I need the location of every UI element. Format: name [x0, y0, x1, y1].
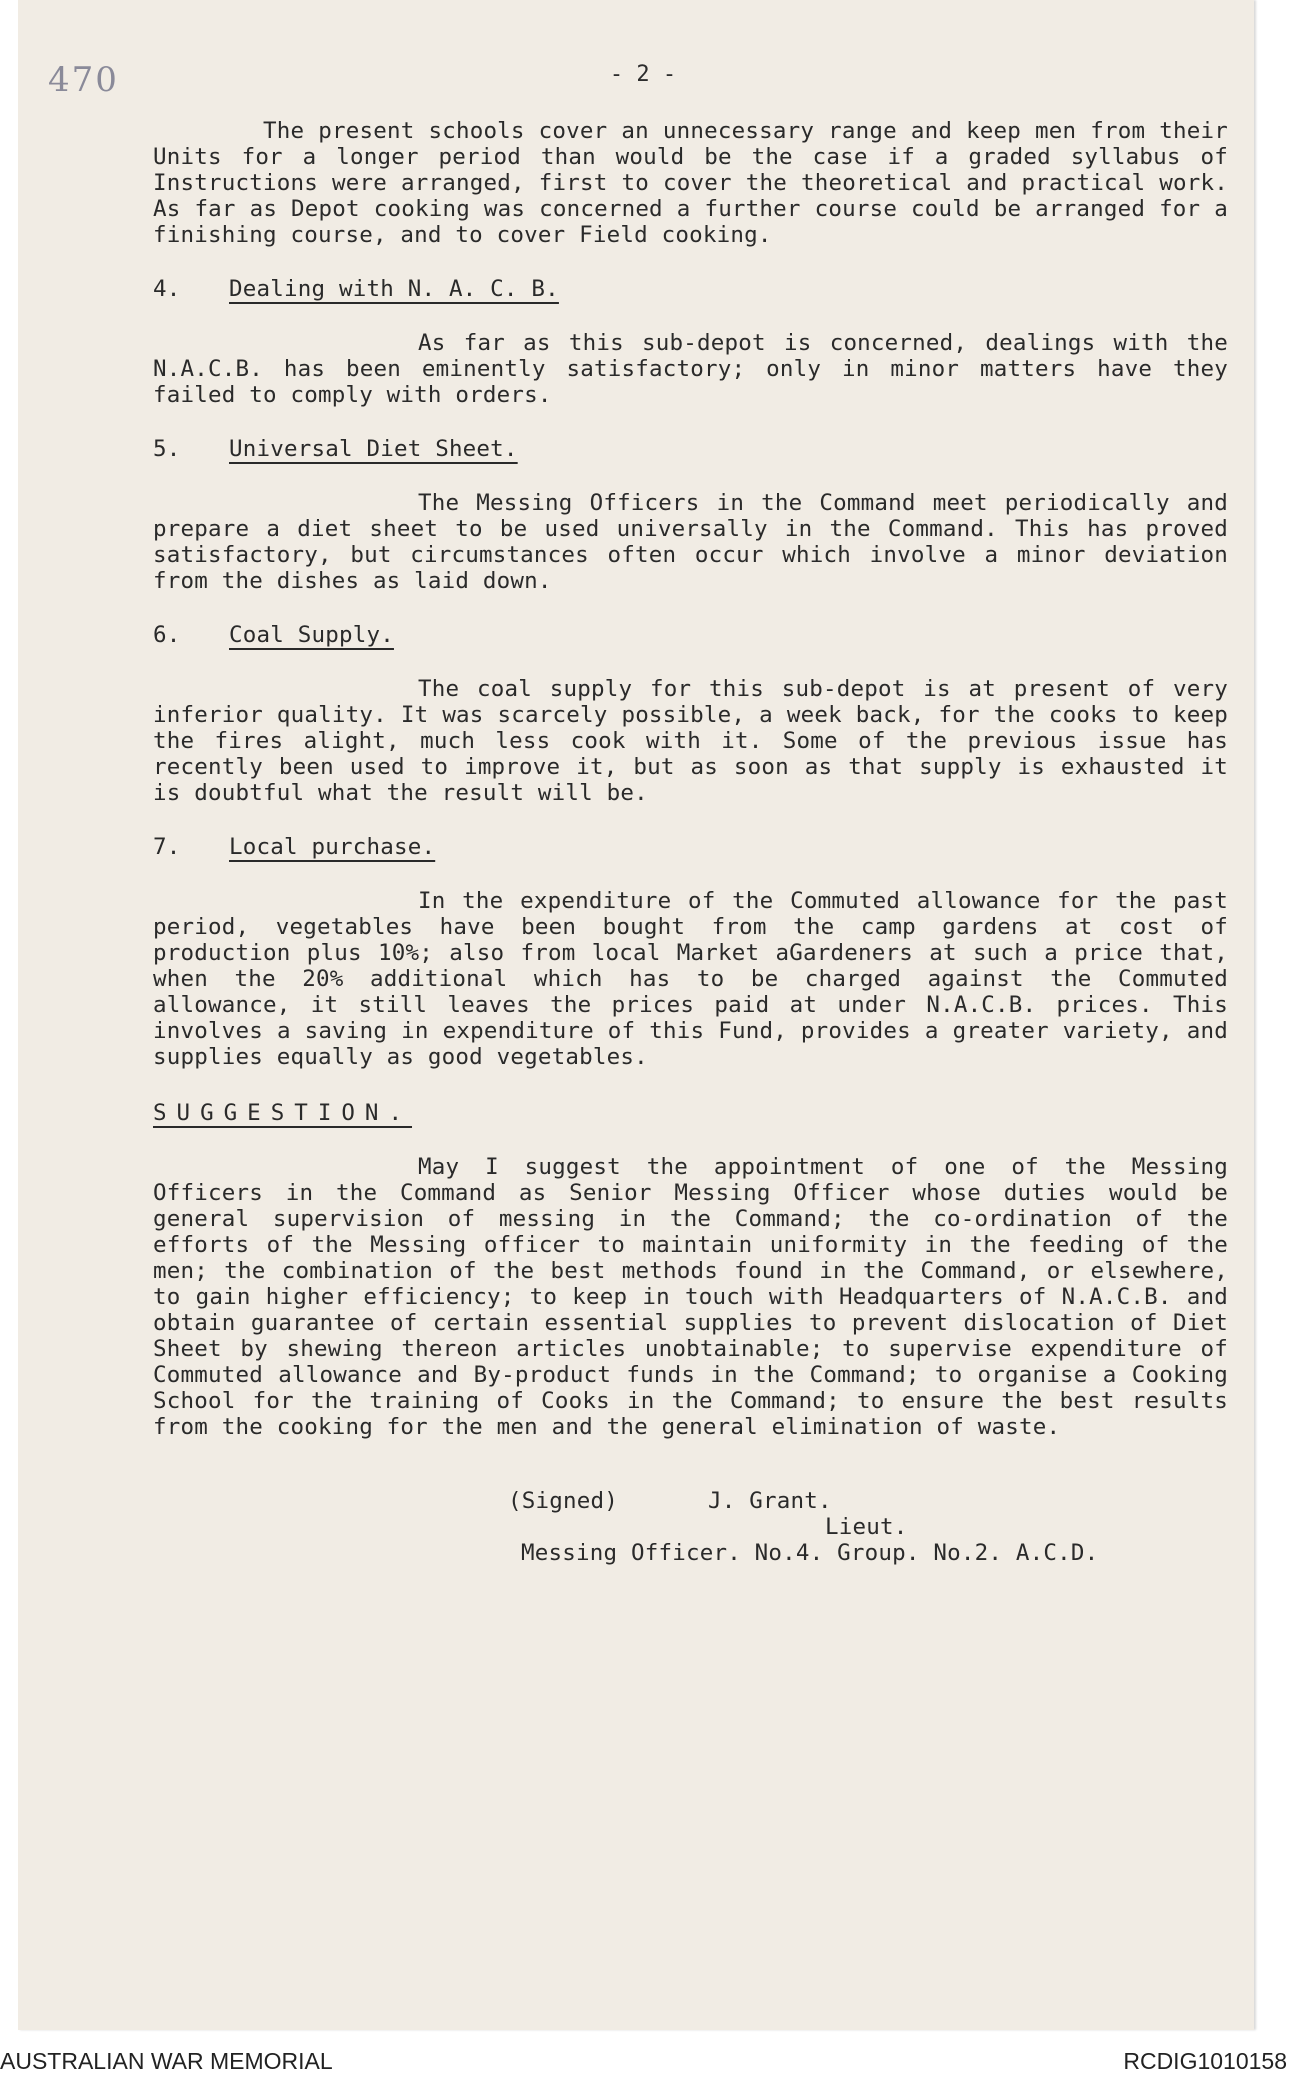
section-number: 4.	[153, 276, 181, 302]
section-heading-6	[153, 622, 1228, 648]
section-title: Coal Supply.	[229, 622, 394, 648]
section-body-7: In the expenditure of the Commuted allowance for the past period, vegetables have been bought from the camp gardens at cost of production plus 10%; also from local Market aGardeners at such a price that, when the 20% additional which has to be charged against the Commuted allowance, it still leaves the prices paid at under N.A.C.B. prices. This involves a saving in expenditure of this Fund, provides a greater variety, and supplies equally as good vegetables.	[153, 888, 1228, 1070]
archive-name: AUSTRALIAN WAR MEMORIAL	[0, 2048, 333, 2074]
section-body-5: The Messing Officers in the Command meet periodically and prepare a diet sheet to be used universally in the Command. This has proved satisfactory, but circumstances often occur which involve a minor deviation from the dishes as laid down.	[153, 490, 1228, 594]
section-number: 6.	[153, 622, 181, 648]
section-body-4: As far as this sub-depot is concerned, dealings with the N.A.C.B. has been eminently satisfactory; only in minor matters have they failed to comply with orders.	[153, 330, 1228, 408]
section-heading-5	[153, 436, 1228, 462]
signatory-rank: Lieut.	[825, 1514, 908, 1540]
page-number: - 2 -	[609, 62, 677, 87]
signed-label: (Signed)	[508, 1488, 618, 1514]
section-heading-4	[153, 276, 1228, 302]
suggestion-heading: SUGGESTION.	[153, 1100, 413, 1126]
signature-block	[153, 1488, 1228, 1598]
section-title: Dealing with N. A. C. B.	[229, 276, 559, 302]
signatory-office: Messing Officer. No.4. Group. No.2. A.C.D.	[521, 1540, 1099, 1566]
section-number: 7.	[153, 834, 181, 860]
section-title: Universal Diet Sheet.	[229, 436, 518, 462]
section-number: 5.	[153, 436, 181, 462]
section-title: Local purchase.	[229, 834, 436, 860]
document-page	[18, 0, 1254, 2030]
section-body-6: The coal supply for this sub-depot is at present of very inferior quality. It was scarcely possible, a week back, for the cooks to keep the fires alight, much less cook with it. Some of the previous issue has recently been used to improve it, but as soon as that supply is exhausted it is doubtful what the result will be.	[153, 676, 1228, 806]
suggestion-body: May I suggest the appointment of one of the Messing Officers in the Command as Senior Messing Officer whose duties would be general supervision of messing in the Command; the co-ordination of the efforts of the Messing officer to maintain uniformity in the feeding of the men; the combination of the best methods found in the Command, or elsewhere, to gain higher efficiency; to keep in touch with Headquarters of N.A.C.B. and obtain guarantee of certain essential supplies to prevent dislocation of Diet Sheet by shewing thereon articles unobtainable; to supervise expenditure of Commuted allowance and By-product funds in the Command; to organise a Cooking School for the training of Cooks in the Command; to ensure the best results from the cooking for the men and the general elimination of waste.	[153, 1154, 1228, 1440]
intro-paragraph: The present schools cover an unnecessary range and keep men from their Units for a longer period than would be the case if a graded syllabus of Instructions were arranged, first to cover the theoretical and practical work. As far as Depot cooking was concerned a further course could be arranged for a finishing course, and to cover Field cooking.	[153, 118, 1228, 248]
archive-footer	[0, 2042, 1293, 2082]
archive-reference: RCDIG1010158	[1123, 2048, 1287, 2074]
document-body	[153, 118, 1228, 1598]
section-heading-7	[153, 834, 1228, 860]
folio-number: 470	[48, 60, 119, 100]
signatory-name: J. Grant.	[708, 1488, 832, 1514]
